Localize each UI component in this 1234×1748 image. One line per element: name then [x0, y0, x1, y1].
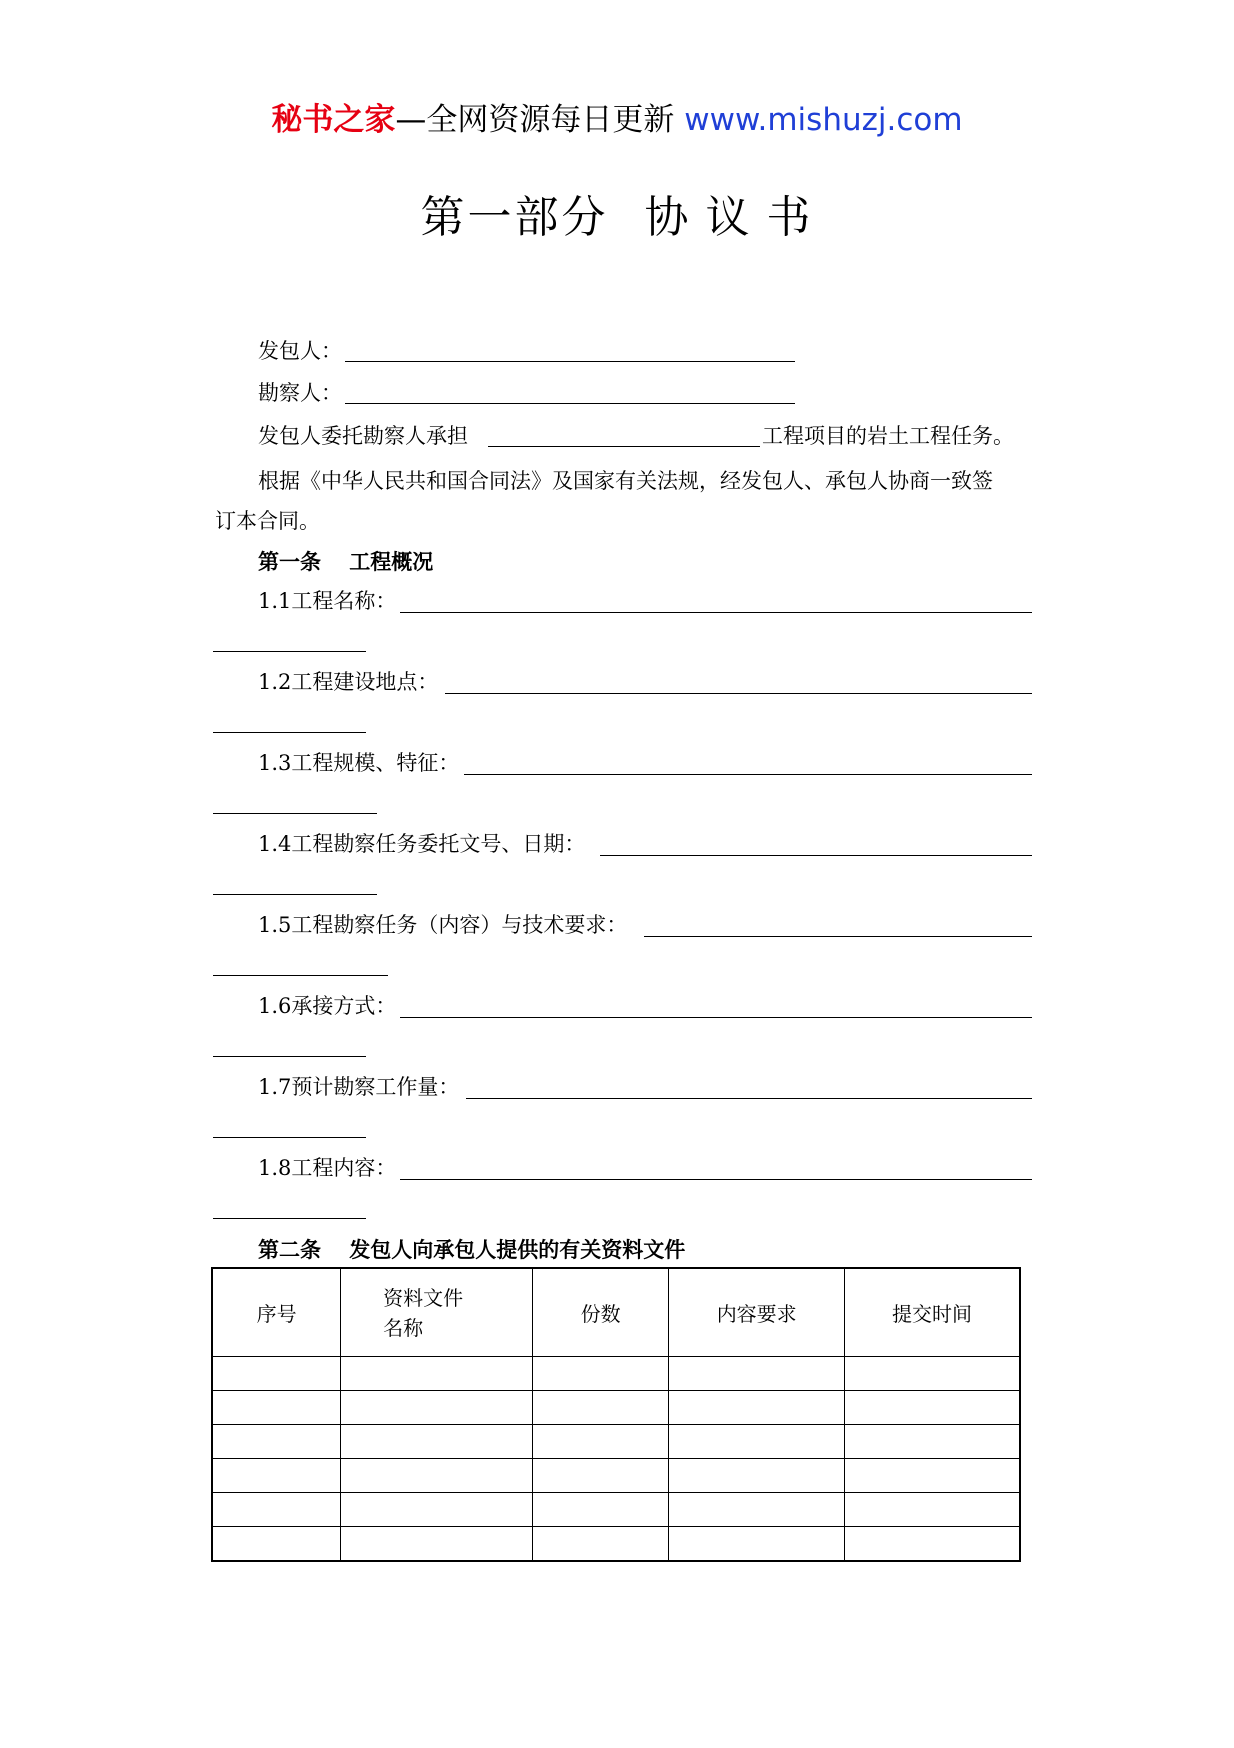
item-1-3-blank[interactable]	[464, 774, 1032, 775]
item-1-2-blank[interactable]	[445, 693, 1032, 694]
item-1-8-blank-cont[interactable]	[213, 1218, 366, 1219]
basis-line-2: 订本合同。	[215, 509, 320, 533]
table-cell[interactable]	[532, 1459, 669, 1493]
item-1-1-blank-cont[interactable]	[213, 651, 366, 652]
page-title	[0, 190, 1234, 246]
table-cell[interactable]	[844, 1357, 1020, 1391]
title-word-3: 书	[766, 192, 814, 243]
item-1-3-blank-cont[interactable]	[213, 813, 377, 814]
table-header-row	[212, 1268, 1020, 1357]
table-cell[interactable]	[341, 1493, 533, 1527]
item-1-7-blank-cont[interactable]	[213, 1137, 366, 1138]
title-word-2: 议	[705, 192, 753, 243]
employer-label: 发包人：	[258, 339, 342, 363]
site-url-link[interactable]: www.mishuzj.com	[684, 102, 963, 138]
table-cell[interactable]	[212, 1493, 341, 1527]
item-1-1-label: 1.1工程名称：	[258, 589, 397, 613]
item-1-5-label: 1.5工程勘察任务（内容）与技术要求：	[258, 913, 628, 937]
item-1-7-label: 1.7预计勘察工作量：	[258, 1075, 460, 1099]
table-row	[212, 1391, 1020, 1425]
item-1-4-blank[interactable]	[600, 855, 1032, 856]
table-cell[interactable]	[212, 1391, 341, 1425]
table-cell[interactable]	[532, 1527, 669, 1562]
table-cell[interactable]	[844, 1391, 1020, 1425]
table-cell[interactable]	[341, 1527, 533, 1562]
header-copies: 份数	[532, 1268, 669, 1357]
item-1-3-label: 1.3工程规模、特征：	[258, 751, 460, 775]
table-row	[212, 1527, 1020, 1562]
documents-table	[211, 1267, 1021, 1562]
table-row	[212, 1357, 1020, 1391]
item-1-1-blank[interactable]	[400, 612, 1032, 613]
item-1-7-blank[interactable]	[466, 1098, 1032, 1099]
table-cell[interactable]	[341, 1425, 533, 1459]
table-cell[interactable]	[532, 1425, 669, 1459]
entrust-prefix: 发包人委托勘察人承担	[258, 424, 468, 448]
table-cell[interactable]	[844, 1493, 1020, 1527]
surveyor-label: 勘察人：	[258, 381, 342, 405]
table-cell[interactable]	[669, 1527, 845, 1562]
table-cell[interactable]	[341, 1357, 533, 1391]
table-cell[interactable]	[844, 1425, 1020, 1459]
basis-line-1: 根据《中华人民共和国合同法》及国家有关法规，经发包人、承包人协商一致签	[258, 469, 993, 493]
banner-tagline: —全网资源每日更新	[395, 102, 685, 138]
article-2-heading: 第二条 发包人向承包人提供的有关资料文件	[258, 1238, 686, 1262]
table-cell[interactable]	[669, 1425, 845, 1459]
table-cell[interactable]	[532, 1493, 669, 1527]
item-1-4-blank-cont[interactable]	[213, 894, 377, 895]
table-cell[interactable]	[341, 1391, 533, 1425]
table-cell[interactable]	[212, 1357, 341, 1391]
table-cell[interactable]	[844, 1527, 1020, 1562]
table-cell[interactable]	[669, 1391, 845, 1425]
surveyor-blank[interactable]	[345, 403, 795, 404]
table-cell[interactable]	[669, 1459, 845, 1493]
item-1-6-blank[interactable]	[400, 1017, 1032, 1018]
item-1-6-label: 1.6承接方式：	[258, 994, 397, 1018]
item-1-2-label: 1.2工程建设地点：	[258, 670, 439, 694]
header-content-requirements: 内容要求	[669, 1268, 845, 1357]
header-document-name-line-2: 名称	[383, 1315, 424, 1340]
table-row	[212, 1425, 1020, 1459]
table-cell[interactable]	[669, 1357, 845, 1391]
item-1-4-label: 1.4工程勘察任务委托文号、日期：	[258, 832, 586, 856]
employer-blank[interactable]	[345, 361, 795, 362]
table-cell[interactable]	[341, 1459, 533, 1493]
table-cell[interactable]	[212, 1425, 341, 1459]
site-banner	[0, 100, 1234, 140]
item-1-8-blank[interactable]	[400, 1179, 1032, 1180]
project-name-blank[interactable]	[488, 446, 760, 447]
article-1-heading: 第一条 工程概况	[258, 550, 434, 574]
header-document-name	[341, 1268, 533, 1357]
header-submission-time: 提交时间	[844, 1268, 1020, 1357]
brand-name: 秘书之家	[271, 102, 396, 138]
table-row	[212, 1493, 1020, 1527]
title-part: 第一部分	[420, 192, 609, 243]
item-1-8-label: 1.8工程内容：	[258, 1156, 397, 1180]
table-cell[interactable]	[212, 1459, 341, 1493]
table-cell[interactable]	[669, 1493, 845, 1527]
table-cell[interactable]	[212, 1527, 341, 1562]
table-row	[212, 1459, 1020, 1493]
header-serial: 序号	[212, 1268, 341, 1357]
item-1-2-blank-cont[interactable]	[213, 732, 366, 733]
header-document-name-line-1: 资料文件	[383, 1285, 464, 1310]
entrust-suffix: 工程项目的岩土工程任务。	[762, 424, 1014, 448]
item-1-5-blank-cont[interactable]	[213, 975, 388, 976]
title-word-1: 协	[644, 192, 692, 243]
table-cell[interactable]	[532, 1391, 669, 1425]
table-cell[interactable]	[532, 1357, 669, 1391]
item-1-6-blank-cont[interactable]	[213, 1056, 366, 1057]
table-cell[interactable]	[844, 1459, 1020, 1493]
item-1-5-blank[interactable]	[644, 936, 1032, 937]
